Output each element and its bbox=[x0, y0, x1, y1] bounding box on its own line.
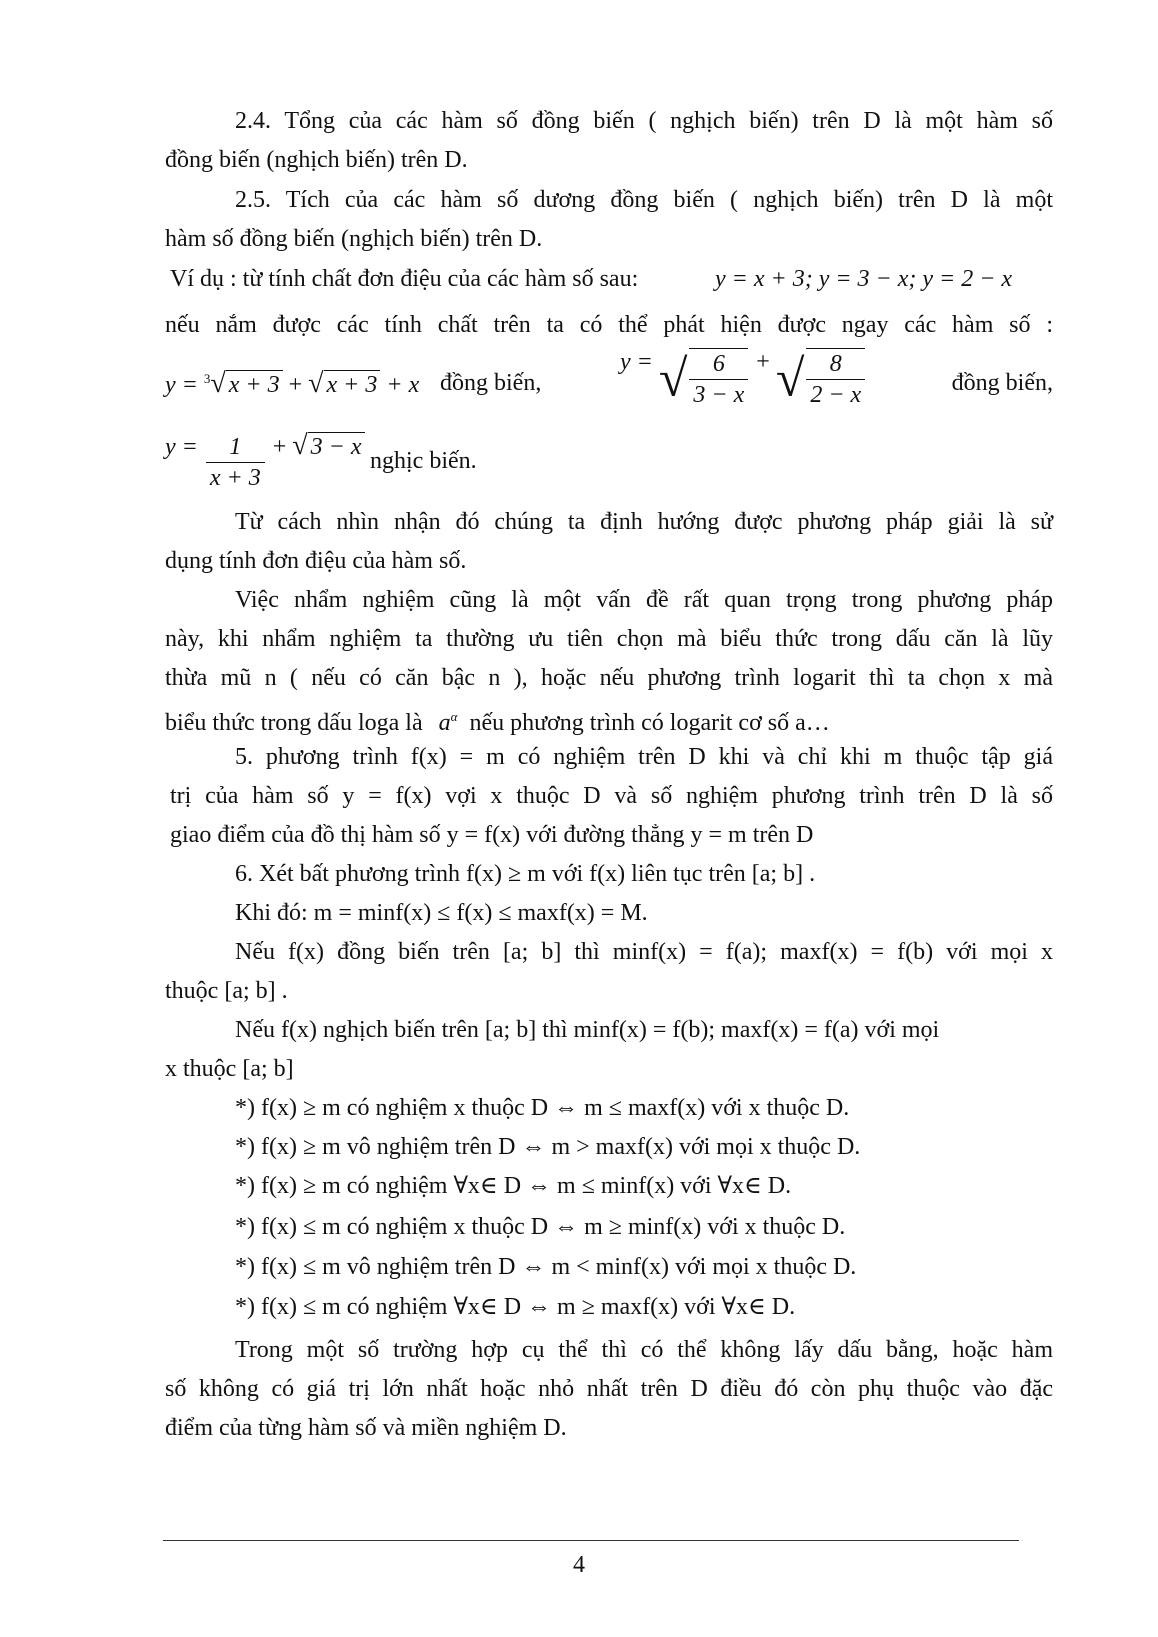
eq3-radicand: 3 − x bbox=[308, 432, 365, 461]
para-viec-line2: này, khi nhẩm nghiệm ta thường ưu tiên chọn mà biểu thức trong dấu căn là lũy bbox=[165, 626, 1053, 652]
cbrt-sign: √ bbox=[210, 368, 226, 399]
eq2-den-2: 2 − x bbox=[810, 382, 862, 408]
a-base: a bbox=[438, 710, 451, 736]
para-viec-line1: Việc nhẩm nghiệm cũng là một vấn đề rất quan trọng trong phương pháp bbox=[235, 587, 1053, 613]
para-neu1-line2: thuộc [a; b] . bbox=[165, 978, 288, 1004]
para-2-5-line2: hàm số đồng biến (nghịch biến) trên D. bbox=[165, 226, 543, 252]
eq2-frac-2 bbox=[806, 348, 865, 410]
rule-2: *) f(x) ≥ m vô nghiệm trên D ⇔ m > maxf(x) với mọi x thuộc D. bbox=[235, 1134, 861, 1160]
example-intro-text: Ví dụ : từ tính chất đơn điệu của các hàm số sau: bbox=[170, 266, 639, 292]
para-tu-cach-line1: Từ cách nhìn nhận đó chúng ta định hướng được phương pháp giải là sử bbox=[235, 509, 1053, 535]
para-viec-line4 bbox=[165, 700, 1053, 740]
para-neu-nam: nếu nắm được các tính chất trên ta có thể phát hiện được ngay các hàm số : bbox=[165, 312, 1053, 338]
dong-bien-1: đồng biến, bbox=[440, 370, 542, 396]
eq3-plus: + bbox=[272, 434, 287, 461]
a-exp: α bbox=[450, 709, 458, 724]
eq3-prefix: y = bbox=[165, 434, 198, 461]
eq2-den-1: 3 − x bbox=[693, 382, 745, 408]
sqrt-sign: √ bbox=[775, 350, 805, 408]
para-neu1-line1: Nếu f(x) đồng biến trên [a; b] thì minf(x) = f(a); maxf(x) = f(b) với mọi x bbox=[235, 939, 1053, 965]
rule-3: *) f(x) ≥ m có nghiệm ∀x∈ D ⇔ m ≤ minf(x) với ∀x∈ D. bbox=[235, 1173, 792, 1199]
viec-line4-text-a: biểu thức trong dấu loga là bbox=[165, 710, 423, 736]
para-5-line1: 5. phương trình f(x) = m có nghiệm trên D khi và chỉ khi m thuộc tập giá bbox=[235, 744, 1053, 770]
example-functions-math: y = x + 3; y = 3 − x; y = 2 − x bbox=[715, 266, 1013, 292]
eq2-prefix: y = bbox=[620, 348, 653, 375]
a-alpha bbox=[439, 710, 458, 736]
eq1-tail: + x bbox=[386, 372, 420, 398]
para-trong-line1: Trong một số trường hợp cụ thể thì có thể không lấy dấu bằng, hoặc hàm bbox=[235, 1337, 1053, 1363]
eq3-den: x + 3 bbox=[209, 465, 261, 491]
rule-4: *) f(x) ≤ m có nghiệm x thuộc D ⇔ m ≥ minf(x) với x thuộc D. bbox=[235, 1214, 846, 1240]
eq2-frac-1 bbox=[689, 348, 748, 410]
eq1 bbox=[165, 368, 419, 400]
para-neu2-line2: x thuộc [a; b] bbox=[165, 1056, 294, 1082]
eq1-plus: + bbox=[288, 372, 303, 398]
para-trong-line2: số không có giá trị lớn nhất hoặc nhỏ nhất trên D điều đó còn phụ thuộc vào đặc bbox=[165, 1376, 1053, 1402]
equation-row-1 bbox=[165, 348, 1053, 418]
para-5-line2: trị của hàm số y = f(x) vợi x thuộc D và số nghiệm phương trình trên D là số bbox=[170, 783, 1053, 809]
eq2-num-2: 8 bbox=[806, 349, 865, 380]
eq2-plus: + bbox=[756, 348, 770, 375]
rule-5: *) f(x) ≤ m vô nghiệm trên D ⇔ m < minf(x) với mọi x thuộc D. bbox=[235, 1254, 857, 1280]
eq3-num: 1 bbox=[206, 432, 265, 463]
dong-bien-2: đồng biến, bbox=[951, 370, 1053, 396]
eq3 bbox=[165, 432, 365, 493]
para-5-line3: giao điểm của đồ thị hàm số y = f(x) với đường thẳng y = m trên D bbox=[170, 822, 814, 848]
eq1-radicand-1: x + 3 bbox=[226, 370, 283, 399]
para-6-line1: 6. Xét bất phương trình f(x) ≥ m với f(x) liên tục trên [a; b] . bbox=[235, 861, 816, 887]
example-intro bbox=[170, 262, 1058, 296]
para-tu-cach-line2: dụng tính đơn điệu của hàm số. bbox=[165, 548, 467, 574]
eq1-radicand-2: x + 3 bbox=[324, 370, 381, 399]
para-2-5-line1: 2.5. Tích của các hàm số dương đồng biến ( nghịch biến) trên D là một bbox=[235, 187, 1053, 213]
footer-divider bbox=[163, 1540, 1019, 1541]
para-6-line2: Khi đó: m = minf(x) ≤ f(x) ≤ maxf(x) = M. bbox=[235, 900, 648, 926]
para-2-4-line2: đồng biến (nghịch biến) trên D. bbox=[165, 147, 468, 173]
equation-row-2 bbox=[165, 432, 1053, 496]
para-neu2-line1: Nếu f(x) nghịch biến trên [a; b] thì minf(x) = f(b); maxf(x) = f(a) với mọi bbox=[235, 1017, 940, 1043]
sqrt-sign: √ bbox=[658, 350, 688, 408]
eq1-prefix: y = bbox=[165, 372, 198, 398]
para-trong-line3: điểm của từng hàm số và miền nghiệm D. bbox=[165, 1415, 567, 1441]
eq1-cbrt-index: 3 bbox=[203, 371, 211, 386]
eq2 bbox=[620, 348, 867, 410]
eq3-sqrt bbox=[292, 430, 364, 462]
para-2-4-line1: 2.4. Tổng của các hàm số đồng biến ( nghịch biến) trên D là một hàm số bbox=[235, 108, 1053, 134]
para-viec-line3: thừa mũ n ( nếu có căn bậc n ), hoặc nếu phương trình logarit thì ta chọn x mà bbox=[165, 665, 1053, 691]
eq3-frac bbox=[206, 432, 265, 493]
eq2-num-1: 6 bbox=[689, 349, 748, 380]
nghic-bien: nghịc biến. bbox=[370, 448, 477, 474]
rule-1: *) f(x) ≥ m có nghiệm x thuộc D ⇔ m ≤ maxf(x) với x thuộc D. bbox=[235, 1095, 850, 1121]
sqrt-sign: √ bbox=[292, 430, 308, 462]
viec-line4-text-b: nếu phương trình có logarit cơ số a… bbox=[469, 710, 830, 736]
page-number: 4 bbox=[573, 1552, 585, 1578]
sqrt-sign: √ bbox=[308, 368, 324, 399]
rule-6: *) f(x) ≤ m có nghiệm ∀x∈ D ⇔ m ≥ maxf(x) với ∀x∈ D. bbox=[235, 1294, 796, 1320]
